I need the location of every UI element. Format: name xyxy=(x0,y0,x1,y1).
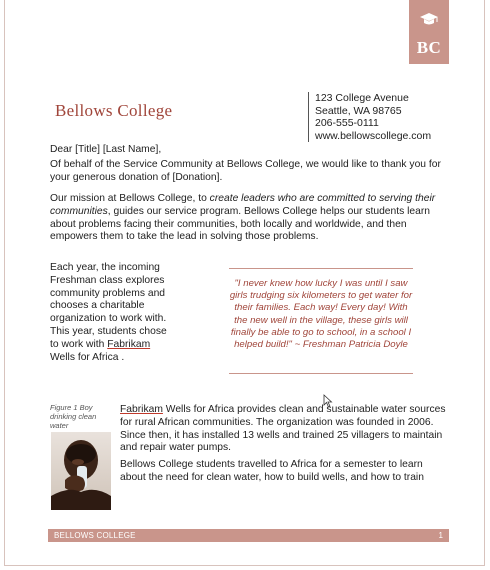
salutation: Dear [Title] [Last Name], xyxy=(50,144,162,155)
address-website: www.bellowscollege.com xyxy=(315,129,432,142)
paragraph-mission: Our mission at Bellows College, to create leaders who are committed to serving their communities, guides our service program. Bellows College helps our students learn about problems facing their communities, both locally and worldwide, and then empowers them to take the lead in solving those problems. xyxy=(50,193,436,243)
page-number: 1 xyxy=(438,531,443,540)
photo-image xyxy=(51,432,111,510)
paragraph-thanks: Of behalf of the Service Community at Bellows College, we would like to thank you for your generous donation of [Donation]. xyxy=(50,159,441,183)
paragraph-organization: Fabrikam Wells for Africa provides clean and sustainable water sources for rural African communities. The organization was founded in 2006. Since then, it has installed 13 wells and trained 25 villagers to maintain and repair water pumps. xyxy=(120,404,446,454)
boy-drinking-photo xyxy=(51,432,111,510)
pull-quote xyxy=(229,268,413,374)
graduation-cap-icon xyxy=(419,12,439,26)
logo-monogram: BC xyxy=(416,38,442,57)
address-city: Seattle, WA 98765 xyxy=(315,104,402,117)
org-name-link-2: Fabrikam xyxy=(120,404,163,415)
college-name: Bellows College xyxy=(55,101,173,120)
address-phone: 206-555-0111 xyxy=(315,117,379,129)
mission-emphasis: create leaders who are committed to serving their communities xyxy=(50,193,436,217)
org-name-link: Fabrikam xyxy=(107,338,151,350)
college-logo xyxy=(409,0,449,64)
address-street: 123 College Avenue xyxy=(315,92,409,104)
pull-quote-text: "I never knew how lucky I was until I saw girls trudging six kilometers to get water for their families. Each way! Every day! With the new well in the village, these girls will finally be able to go to school, in a school I helped build!" ~ Freshman Patricia Doyle xyxy=(229,278,413,351)
paragraph-students: Bellows College students travelled to Africa for a semester to learn about the need for clean water, how to build wells, and how to train xyxy=(120,459,424,483)
paragraph-freshman: Each year, the incoming Freshman class explores community problems and chooses a charitable organization to work with. This year, students chose to work with Fabrikam Wells for Africa . xyxy=(50,262,167,363)
document-page xyxy=(4,0,485,566)
footer-bar xyxy=(48,529,449,542)
figure-caption: Figure 1 Boy drinking clean water xyxy=(50,403,97,430)
address-block xyxy=(308,92,431,142)
footer-college-name: BELLOWS COLLEGE xyxy=(54,531,136,540)
